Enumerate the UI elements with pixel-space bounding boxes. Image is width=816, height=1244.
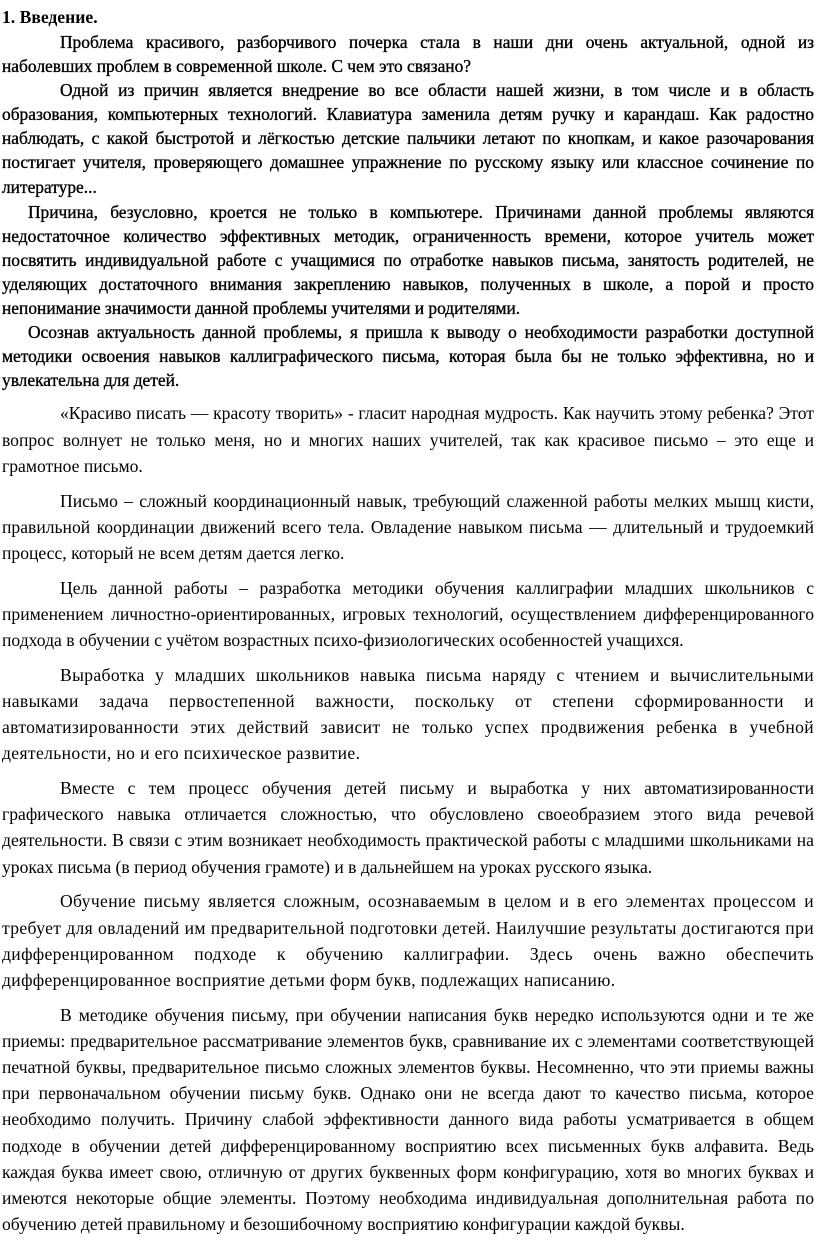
paragraph: Выработка у младших школьников навыка письма наряду с чтением и вычислительными навыками задача первостепенной важности, поскольку от степени сформированности и автоматизированности этих действий зависит не только успех продвижения ребенка в учебной деятельности, но и его психическое развитие. <box>2 664 814 764</box>
paragraph: Проблема красивого, разборчивого почерка стала в наши дни очень актуальной, одной из наболевших проблем в современной школе. С чем это связано? <box>2 32 814 77</box>
paragraph: Обучение письму является сложным, осознаваемым в целом и в его элементах процессом и требует для овладений им предварительной подготовки детей. Наилучшие результаты достигаются при дифференцированном подходе к обучению каллиграфии. Здесь очень важно обеспечить дифференцированное восприятие детьми форм букв, подлежащих написанию. <box>2 891 814 990</box>
section-heading: 1. Введение. <box>2 7 98 27</box>
paragraph: Письмо – сложный координационный навык, требующий слаженной работы мелких мышц кисти, правильной координации движений всего тела. Овладение навыком письма — длительный и трудоемкий процесс, который не всем детям дается легко. <box>2 490 814 563</box>
paragraph: Цель данной работы – разработка методики обучения каллиграфии младших школьников с применением личностно-ориентированных, игровых технологий, осуществлением дифференцированного подхода в обучении с учётом возрастных психо-физиологических особенностей учащихся. <box>2 577 814 651</box>
paragraph: Осознав актуальность данной проблемы, я пришла к выводу о необходимости разработки доступной методики освоения навыков каллиграфического письма, которая была бы не только эффективна, но и увлекательна для детей. <box>2 322 814 391</box>
paragraph: В методике обучения письму, при обучении написания букв нередко используются одни и те же приемы: предварительное рассматривание элементов букв, сравнивание их с элементами соответствующей печатной буквы, предварительное письмо сложных элементов буквы. Несомненно, что эти приемы важны при первоначальном обучении письму букв. Однако они не всегда дают то качество письма, которое необходимо получить. Причину слабой эффективности данного вида работы усматривается в общем подходе в обучении детей дифференцированному восприятию всех письменных букв алфавита. Ведь каждая буква имеет свою, отличную от других буквенных форм конфигурацию, хотя во многих буквах и имеются некоторые общие элементы. Поэтому необходима индивидуальная дополнительная работа по обучению детей правильному и безошибочному восприятию конфигурации каждой буквы. <box>2 1004 814 1235</box>
paragraph: «Красиво писать — красоту творить» - гласит народная мудрость. Как научить этому ребенка? Этот вопрос волнует не только меня, но и многих наших учителей, так как красивое письмо – это еще и грамотное письмо. <box>2 403 814 476</box>
paragraph: Одной из причин является внедрение во все области нашей жизни, в том числе и в область образования, компьютерных технологий. Клавиатура заменила детям ручку и карандаш. Как радостно наблюдать, с какой быстротой и лёгкостью детские пальчики летают по кнопкам, и какое разочарования постигает учителя, проверяющего домашнее упражнение по русскому языку или классное сочинение по литературе... <box>2 80 814 197</box>
paragraph: Вместе с тем процесс обучения детей письму и выработка у них автоматизированности графического навыка отличается сложностью, что обусловлено своеобразием этого вида речевой деятельности. В связи с этим возникает необходимость практической работы с младшими школьниками на уроках письма (в период обучения грамоте) и в дальнейшем на уроках русского языка. <box>2 778 814 877</box>
paragraph: Причина, безусловно, кроется не только в компьютере. Причинами данной проблемы являются недостаточное количество эффективных методик, ограниченность времени, которое учитель может посвятить индивидуальной работе с учащимися по отработке навыков письма, занятость родителей, не уделяющих достаточного внимания закреплению навыков, полученных в школе, а порой и просто непонимание значимости данной проблемы учителями и родителями. <box>2 201 814 319</box>
intro-bold-section <box>2 30 814 392</box>
body-section <box>2 400 814 1237</box>
